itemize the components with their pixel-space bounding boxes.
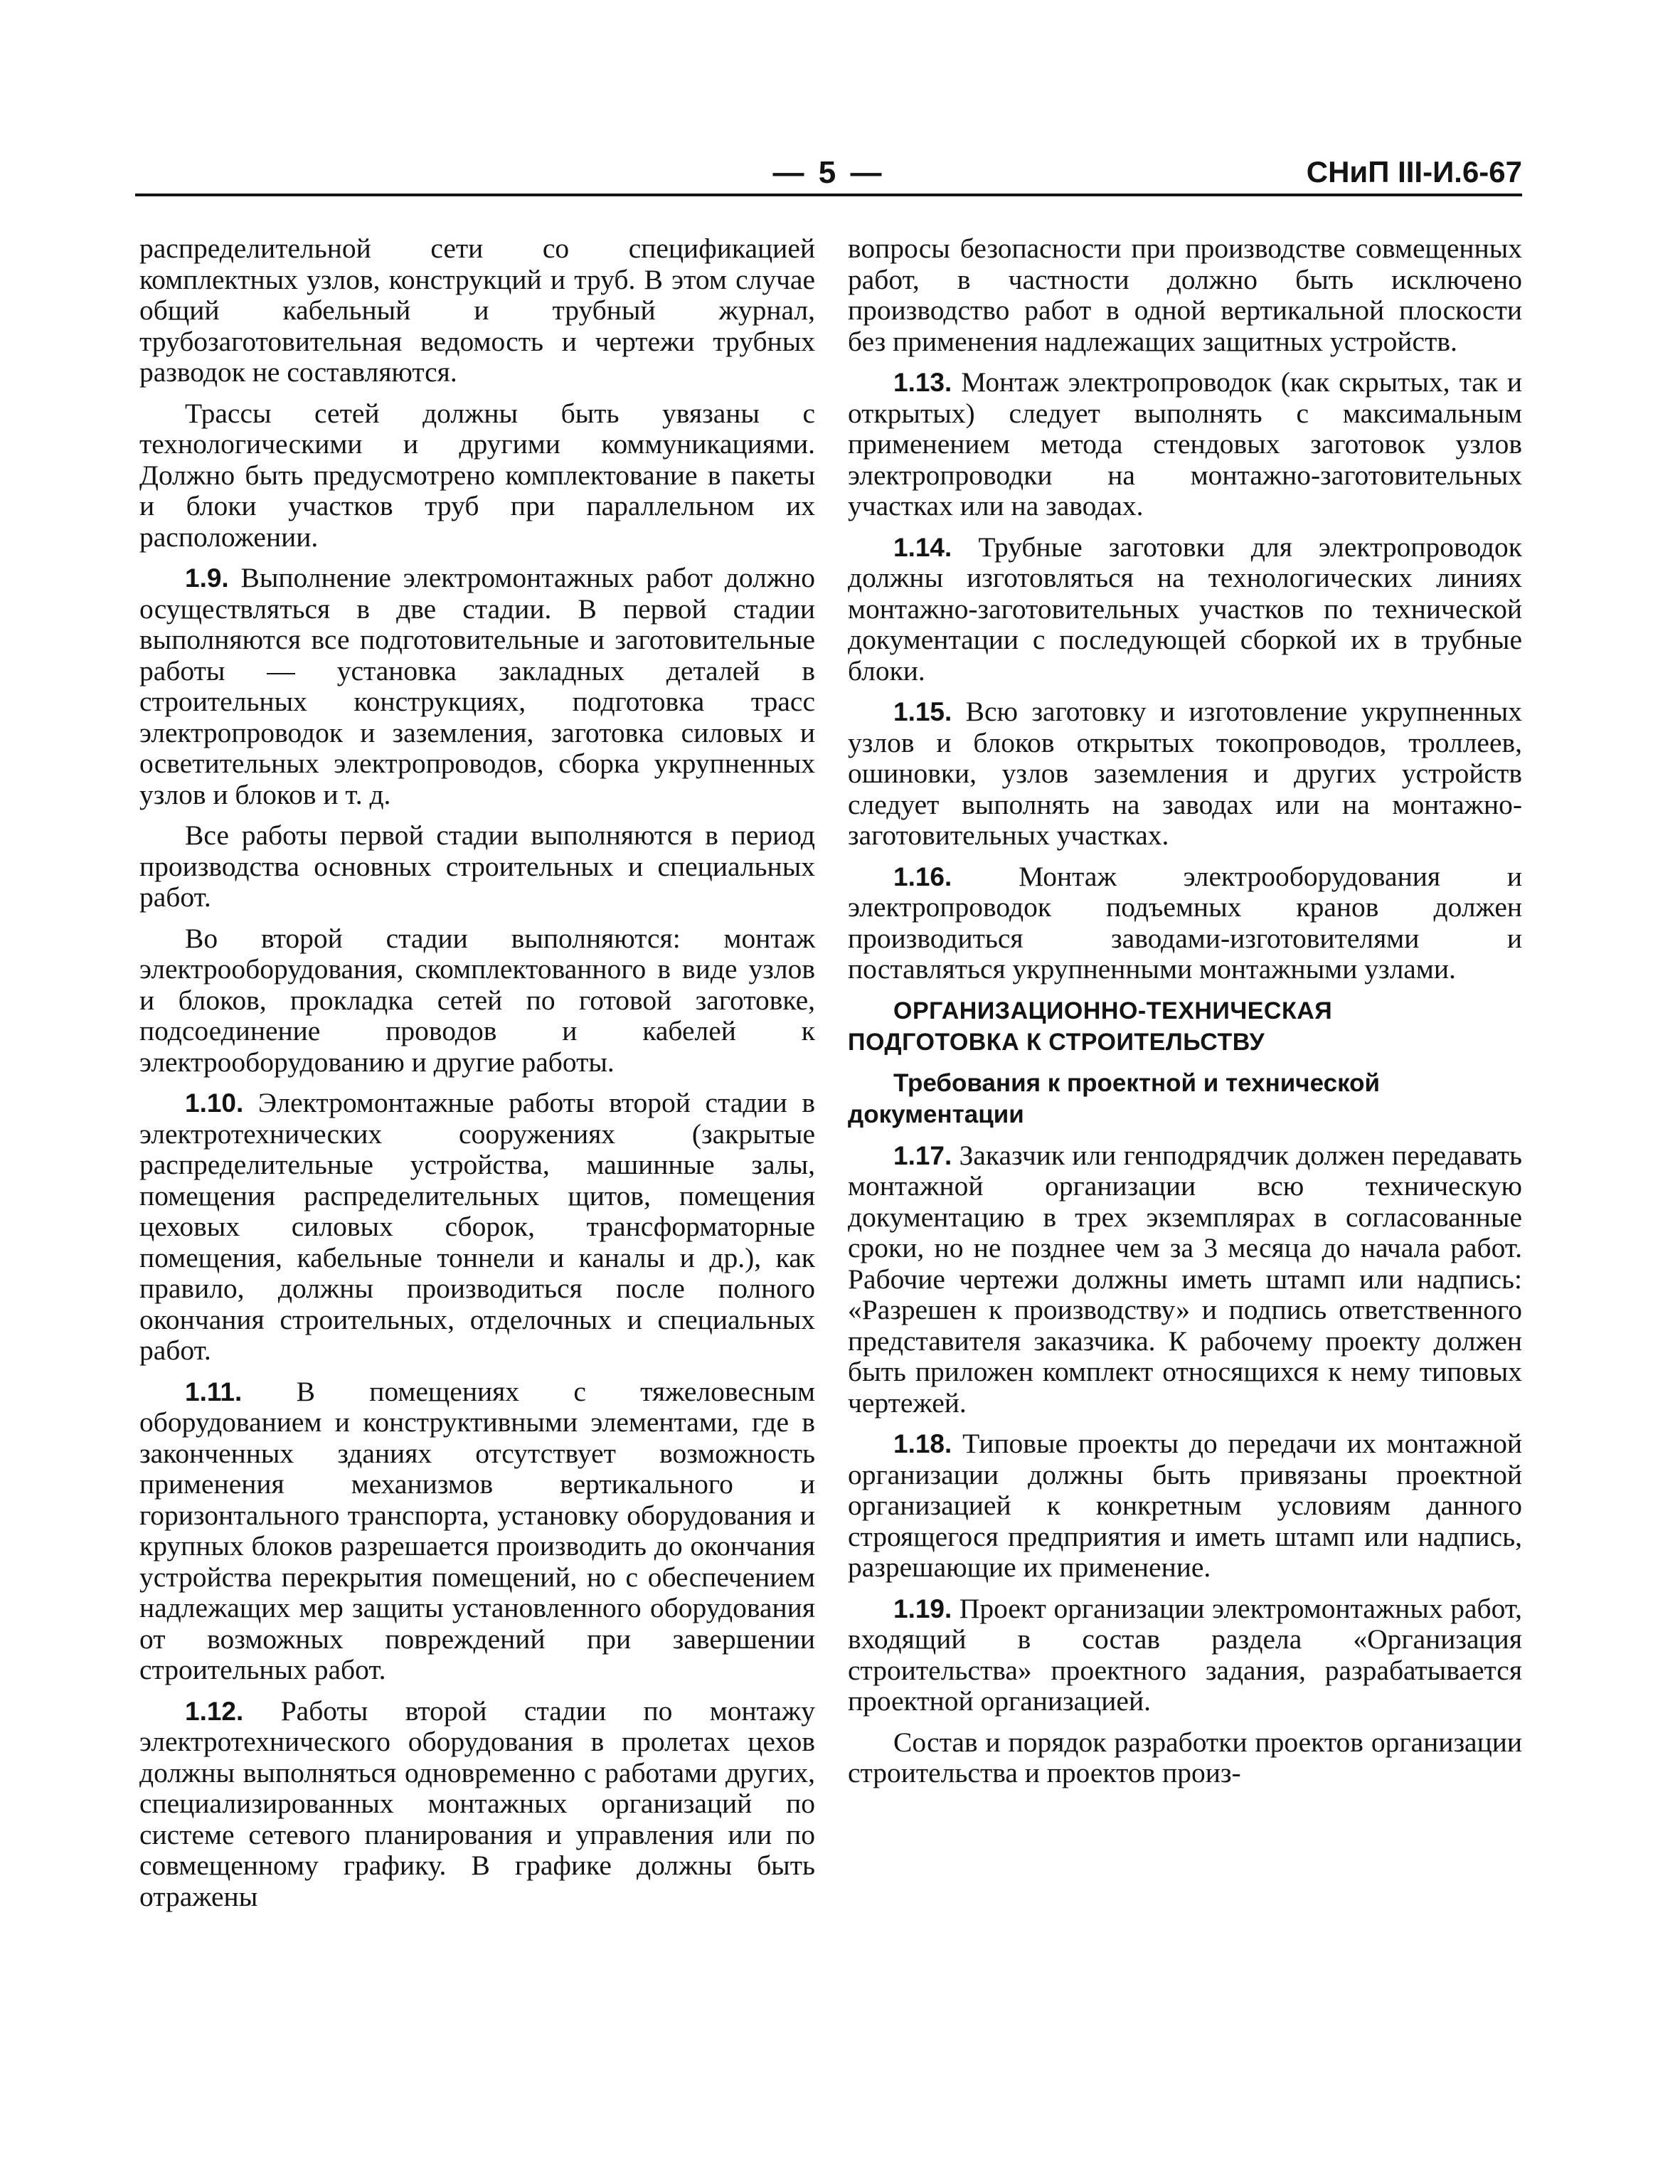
section-title-line: ОРГАНИЗАЦИОННО-ТЕХНИЧЕСКАЯ bbox=[893, 997, 1333, 1024]
paragraph-1-18 bbox=[848, 1428, 1522, 1584]
paragraph-1-16 bbox=[848, 862, 1522, 985]
clause-text: Выполнение электромонтажных работ должно осуществляться в две стадии. В первой стадии выполняются все подготовительные и заготовительные работы — установка закладных деталей в строительных конструкциях, подготовка трасс электропроводок и заземления, заготовка силовых и осветительных электропроводов, сборка укрупненных узлов и блоков и т. д. bbox=[139, 562, 815, 810]
clause-number: 1.13. bbox=[893, 368, 952, 397]
paragraph-1-12 bbox=[139, 1696, 815, 1913]
clause-text: Заказчик или генподрядчик должен передавать монтажной организации всю техническую документацию в трех экземплярах в согласованные сроки, но не позднее чем за 3 месяца до начала работ. Рабочие чертежи должны иметь штамп или надпись: «Разрешен к производству» и подпись ответственного представителя заказчика. К рабочему проекту должен быть приложен комплект относящихся к нему типовых чертежей. bbox=[848, 1139, 1522, 1419]
paragraph-1-11 bbox=[139, 1377, 815, 1686]
section-title-line: ПОДГОТОВКА К СТРОИТЕЛЬСТВУ bbox=[848, 1028, 1265, 1056]
clause-text: Всю заготовку и изготовление укрупненных узлов и блоков открытых токопроводов, троллеев, ошиновки, узлов заземления и других устройств следует выполнять на заводах или на монтажно-заготовительных участках. bbox=[848, 696, 1522, 851]
paragraph-1-9 bbox=[139, 563, 815, 810]
clause-number: 1.10. bbox=[185, 1088, 244, 1118]
paragraph: Состав и порядок разработки проектов организации строительства и проектов произ- bbox=[848, 1726, 1522, 1788]
clause-number: 1.19. bbox=[893, 1594, 952, 1623]
paragraph: Во второй стадии выполняются: монтаж электрооборудования, скомплектованного в виде узлов и блоков, прокладка сетей по готовой заготовке, подсоединение проводов и кабелей к электрооборудованию и другие работы. bbox=[139, 922, 815, 1078]
paragraph-1-19 bbox=[848, 1594, 1522, 1717]
left-column bbox=[139, 233, 815, 1922]
section-title bbox=[848, 995, 1522, 1058]
clause-number: 1.16. bbox=[893, 862, 952, 891]
paragraph-1-13 bbox=[848, 367, 1522, 522]
clause-number: 1.14. bbox=[893, 532, 952, 562]
clause-text: Проект организации электромонтажных работ, входящий в состав раздела «Организация строительства» проектного задания, разрабатывается проектной организацией. bbox=[848, 1592, 1522, 1717]
subsection-title bbox=[848, 1068, 1522, 1130]
page-header bbox=[135, 155, 1522, 205]
clause-number: 1.9. bbox=[185, 563, 229, 593]
clause-number: 1.12. bbox=[185, 1696, 244, 1726]
subsection-title-line: Требования к проектной и технической bbox=[893, 1069, 1381, 1097]
clause-text: Трубные заготовки для электропроводок должны изготовляться на технологических линиях монтажно-заготовительных участков по технической документации с последующей сборкой их в трубные блоки. bbox=[848, 531, 1522, 687]
clause-text: Монтаж электрооборудования и электропроводок подъемных кранов должен производиться заводами-изготовителями и поставляться укрупненными монтажными узлами. bbox=[848, 860, 1522, 985]
clause-number: 1.18. bbox=[893, 1429, 952, 1458]
clause-number: 1.11. bbox=[185, 1377, 243, 1406]
clause-number: 1.17. bbox=[893, 1140, 952, 1170]
clause-text: Электромонтажные работы второй стадии в электротехнических сооружениях (закрытые распределительные устройства, машинные залы, помещения распределительных щитов, помещения цеховых силовых сборок, трансформаторные помещения, кабельные тоннели и каналы и др.), как правило, должны производиться после полного окончания строительных, отделочных и специальных работ. bbox=[139, 1087, 815, 1366]
right-column bbox=[848, 233, 1522, 1799]
paragraph-1-10 bbox=[139, 1088, 815, 1367]
clause-text: Типовые проекты до передачи их монтажной организации должны быть привязаны проектной организацией к конкретным условиям данного строящегося предприятия и иметь штамп или надпись, разрешающие их применение. bbox=[848, 1428, 1522, 1583]
paragraph-1-14 bbox=[848, 532, 1522, 687]
subsection-title-line: документации bbox=[848, 1100, 1024, 1128]
clause-text: Работы второй стадии по монтажу электротехнического оборудования в пролетах цехов должны выполняться одновременно с работами других, специализированных монтажных организаций по системе сетевого планирования и управления или по совмещенному графику. В графике должны быть отражены bbox=[139, 1695, 815, 1912]
paragraph: вопросы безопасности при производстве совмещенных работ, в частности должно быть исключено производство работ в одной вертикальной плоскости без применения надлежащих защитных устройств. bbox=[848, 233, 1522, 357]
paragraph-1-15 bbox=[848, 696, 1522, 852]
paragraph: распределительной сети со спецификацией комплектных узлов, конструкций и труб. В этом случае общий кабельный и трубный журнал, трубозаготовительная ведомость и чертежи трубных разводок не составляются. bbox=[139, 233, 815, 388]
clause-text: В помещениях с тяжеловесным оборудованием и конструктивными элементами, где в законченных зданиях отсутствует возможность применения механизмов вертикального и горизонтального транспорта, установку оборудования и крупных блоков разрешается производить до окончания устройства перекрытия помещений, но с обеспечением надлежащих мер защиты установленного оборудования от возможных повреждений при завершении строительных работ. bbox=[139, 1375, 815, 1685]
paragraph: Все работы первой стадии выполняются в период производства основных строительных и специальных работ. bbox=[139, 820, 815, 913]
document-code: СНиП III-И.6-67 bbox=[1306, 155, 1522, 189]
header-divider bbox=[135, 194, 1522, 196]
clause-text: Монтаж электропроводок (как скрытых, так и открытых) следует выполнять с максимальным применением метода стендовых заготовок узлов электропроводки на монтажно-заготовительных участках или на заводах. bbox=[848, 366, 1522, 521]
clause-number: 1.15. bbox=[893, 697, 952, 726]
page-number: — 5 — bbox=[772, 155, 885, 190]
paragraph: Трассы сетей должны быть увязаны с технологическими и другими коммуникациями. Должно быть предусмотрено комплектование в пакеты и блоки участков труб при параллельном их расположении. bbox=[139, 397, 815, 553]
paragraph-1-17 bbox=[848, 1140, 1522, 1419]
